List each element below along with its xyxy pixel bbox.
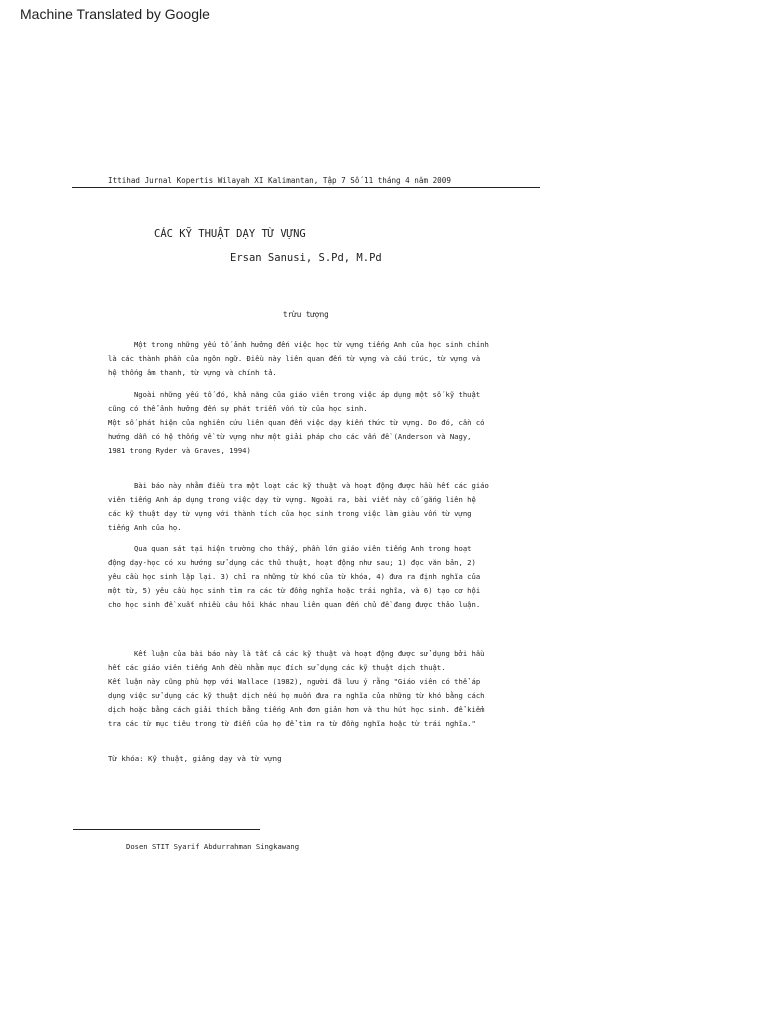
abstract-heading: trừu tượng bbox=[283, 310, 329, 319]
keywords-line: Từ khóa: Kỹ thuật, giảng dạy và từ vựng bbox=[108, 754, 282, 763]
article-author: Ersan Sanusi, S.Pd, M.Pd bbox=[230, 252, 382, 264]
machine-translation-banner: Machine Translated by Google bbox=[20, 6, 210, 22]
journal-header: Ittihad Jurnal Kopertis Wilayah XI Kalimantan, Tập 7 Số 11 tháng 4 năm 2009 bbox=[108, 176, 451, 185]
footnote-text: Dosen STIT Syarif Abdurrahman Singkawang bbox=[126, 842, 300, 851]
abstract-paragraph: Bài báo này nhằm điều tra một loạt các kỹ thuật và hoạt động được hầu hết các giáo viên tiếng Anh áp dụng trong việc dạy từ vựng. Ngoài ra, bài viết này cố gắng liên hệ các kỹ thuật dạy từ vựng với thành tích của học sinh trong việc làm giàu vốn từ vựng tiếng Anh của họ. bbox=[108, 481, 489, 532]
abstract-paragraph: Kết luận của bài báo này là tất cả các kỹ thuật và hoạt động được sử dụng bởi hầu hết các giáo viên tiếng Anh đều nhằm mục đích sử dụng các kỹ thuật dịch thuật. Kết luận này cũng phù hợp với Wallace (1982), người đã lưu ý rằng "Giáo viên có thể áp dụng việc sử dụng các kỹ thuật dịch nếu họ muốn đưa ra nghĩa của những từ khó bằng cách dịch hoặc bằng cách giải thích bằng tiếng Anh đơn giản hơn và thu hút học sinh. để kiểm tra các từ mục tiêu trong từ điển của họ để tìm ra từ đồng nghĩa hoặc từ trái nghĩa." bbox=[108, 649, 485, 728]
abstract-paragraph: Qua quan sát tại hiện trường cho thấy, phần lớn giáo viên tiếng Anh trong hoạt động dạy-học có xu hướng sử dụng các thủ thuật, hoạt động như sau; 1) đọc văn bản, 2) yêu cầu học sinh lặp lại. 3) chỉ ra những từ khó của từ khóa, 4) đưa ra định nghĩa của một từ, 5) yêu cầu học sinh tìm ra các từ đồng nghĩa hoặc trái nghĩa, và 6) tạo cơ hội cho học sinh đề xuất nhiều câu hỏi khác nhau liên quan đến chủ đề đang được thảo luận. bbox=[108, 544, 481, 609]
article-title: CÁC KỸ THUẬT DẠY TỪ VỰNG bbox=[154, 228, 306, 240]
footnote-divider bbox=[73, 829, 260, 830]
abstract-paragraph: Một trong những yếu tố ảnh hưởng đến việc học từ vựng tiếng Anh của học sinh chính là các thành phần của ngôn ngữ. Điều này liên quan đến từ vựng và cấu trúc, từ vựng và hệ thống âm thanh, từ vựng và chính tả. bbox=[108, 340, 489, 377]
abstract-paragraph: Ngoài những yếu tố đó, khả năng của giáo viên trong việc áp dụng một số kỹ thuật cũng có thể ảnh hưởng đến sự phát triển vốn từ của học sinh. Một số phát hiện của nghiên cứu liên quan đến việc dạy kiến thức từ vựng. Do đó, cần có hướng dẫn có hệ thống về từ vựng như một giải pháp cho các vấn đề (Anderson và Nagy, 1981 trong Ryder và Graves, 1994) bbox=[108, 390, 485, 455]
header-divider bbox=[72, 187, 540, 188]
